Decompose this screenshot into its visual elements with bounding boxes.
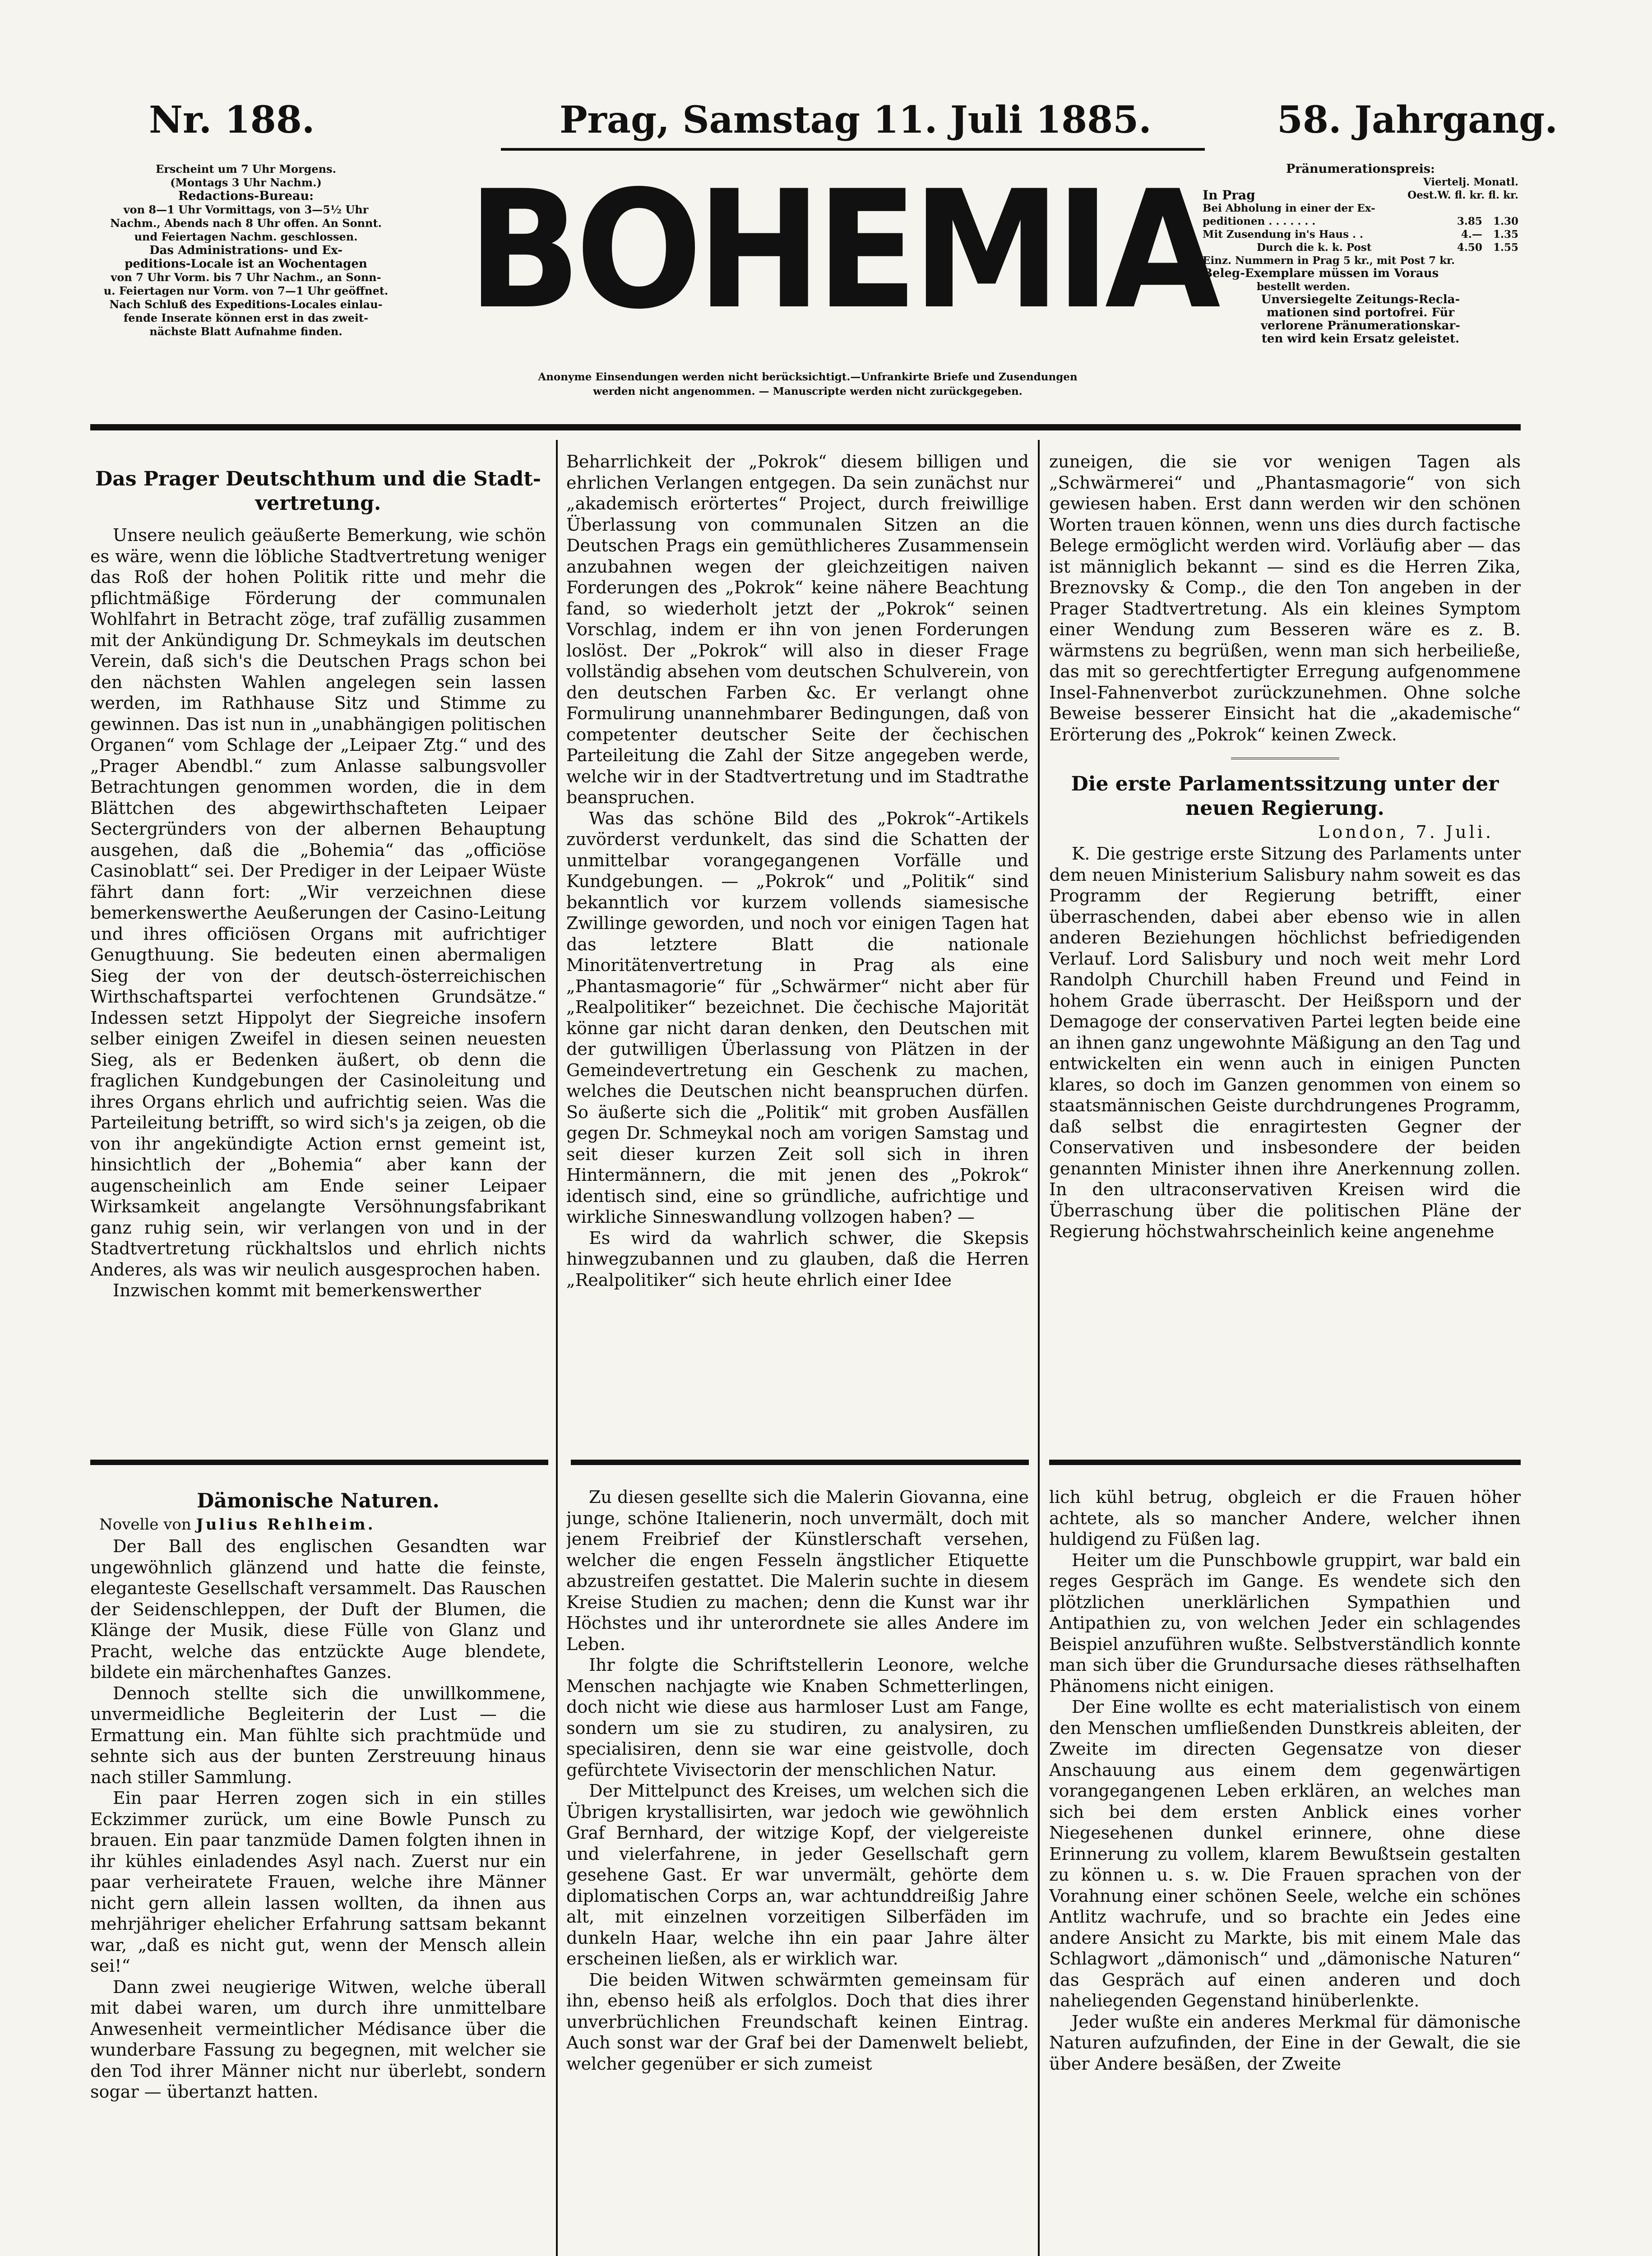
feuilleton-paragraph: Die beiden Witwen schwärmten gemeinsam für ihn, ebenso heiß als erfolglos. Doch that dies ihrer unverbrüchlichen Freundschaft keinen Eintrag. Auch sonst war der Graf bei der Damenwelt beliebt, welcher gegenüber er sich zumeist (566, 1969, 1029, 2074)
place-date: Prag, Samstag 11. Juli 1885. (560, 98, 1152, 142)
editorial-info (90, 162, 402, 338)
dateline: London, 7. Juli. (1318, 822, 1494, 842)
feuilleton-rule (90, 1460, 548, 1465)
info-line: Das Administrations- und Ex- (149, 244, 343, 257)
info-line: Nachm., Abends nach 8 Uhr offen. An Sonnt. (110, 217, 382, 230)
price-heading: Pränumerationspreis: (1286, 162, 1435, 176)
feuilleton-rule (571, 1460, 1029, 1465)
article-paragraph: zuneigen, die sie vor wenigen Tagen als „Schwärmerei“ und „Phantasmagorie“ von sich gewiesen haben. Erst dann werden wir den schönen Worten trauen können, wenn uns dies durch factische Belege ermöglicht werden wird. Vorläufig aber — das ist männiglich bekannt — sind es die Herren Zika, Breznovsky & Comp., die den Ton angeben in der Prager Stadtvertretung. Als ein kleines Symptom einer Wendung zum Besseren wäre es z. B. wärmstens zu begrüßen, wenn man sich herbeiließe, das mit so gerechtfertigter Erregung aufgenommene Insel-Fahnenverbot zurückzunehmen. Ohne solche Beweise besserer Einsicht hat die „akademische“ Erörterung des „Pokrok“ keinen Zweck. (1049, 452, 1521, 744)
feuilleton-paragraph: lich kühl betrug, obgleich er die Frauen höher achtete, als so mancher Andere, welcher ihnen huldigend zu Füßen lag. (1049, 1487, 1521, 1549)
feuilleton-title: Dämonische Naturen. (197, 1489, 440, 1512)
feuilleton-paragraph: Der Mittelpunct des Kreises, um welchen sich die Übrigen krystallisirten, war jedoch wie gewöhnlich Graf Bernhard, der witzige Kopf, der vielgereiste und vielerfahrene, in jeder Gesellschaft gern gesehene Gast. Er war unvermält, gehörte dem diplomatischen Corps an, war achtunddreißig Jahre alt, mit einzelnen vorzeitigen Silberfäden im dunkeln Haar, welche ihn ein paar Jahre älter erscheinen ließen, als er wirklich war. (566, 1781, 1029, 1969)
info-line: nächste Blatt Aufnahme finden. (149, 325, 342, 338)
submission-notice (429, 370, 1187, 399)
column-divider (556, 440, 558, 2256)
info-line: Erscheint um 7 Uhr Morgens. (155, 162, 336, 176)
notice-line: werden nicht angenommen. — Manuscripte werden nicht zurückgegeben. (593, 385, 1023, 398)
price-note: Unversiegelte Zeitungs-Recla- (1261, 293, 1460, 306)
masthead-title: BOHEMIA (467, 156, 1215, 345)
article-paragraph: Unsere neulich geäußerte Bemerkung, wie schön es wäre, wenn die löbliche Stadtvertretung weniger das Roß der hohen Politik ritte und mehr die pflichtmäßige Förderung der communalen Wohlfahrt in Betracht zöge, traf zufällig zusammen mit der Ankündigung Dr. Schmeykals im deutschen Verein, daß sich's die Deutschen Prags schon bei den nächsten Wahlen angelegen sein lassen werden, im Rathhause Sitz und Stimme zu gewinnen. Das ist nun in „unabhängigen politischen Organen“ vom Schlage der „Leipaer Ztg.“ und des „Prager Abendbl.“ zum Anlasse salbungsvoller Betrachtungen genommen worden, die in dem Blättchen des abgewirthschafteten Leipaer Sectergründers von der albernen Behauptung ausgehen, daß die „Bohemia“ das „officiöse Casinoblatt“ sei. Der Prediger in der Leipaer Wüste fährt dann fort: „Wir verzeichnen diese bemerkenswerthe Aeußerungen der Casino-Leitung und ihres officiösen Organs mit aufrichtiger Genugthuung. Sie bedeuten einen abermaligen Sieg der von der deutsch-österreichischen Wirthschaftspartei verfochtenen Grundsätze.“ Indessen setzt Hippolyt der Siegreiche insofern selber einigen Zweifel in diesen seinen neuesten Sieg, als er Bedenken äußert, ob denn die fraglichen Kundgebungen der Casinoleitung und ihres Organs ehrlich und aufrichtig seien. Was die Parteileitung betrifft, so wird sich's ja zeigen, ob die von ihr angekündigte Action ernst gemeint ist, hinsichtlich der „Bohemia“ aber kann der augenscheinlich am Ende seiner Leipaer Wirksamkeit angelangte Versöhnungsfabrikant ganz ruhig sein, wir verlangen von und in der Stadtvertretung rückhaltslos und ehrlich nichts Anderes, als was wir neulich ausgesprochen haben. (90, 525, 546, 1280)
price-row (1203, 202, 1518, 215)
article-paragraph: K. Die gestrige erste Sitzung des Parlaments unter dem neuen Ministerium Salisbury nahm soweit es das Programm der Regierung betrifft, einer überraschenden, dabei aber ebenso wie in allen anderen Beziehungen höchlichst befriedigenden Verlauf. Lord Salisbury und noch weit mehr Lord Randolph Churchill haben Freund und Feind in hohem Grade überrascht. Der Heißsporn und der Demagoge der conservativen Partei legten beide eine an ihnen ganz ungewohnte Mäßigung an den Tag und entwickelten ein wenn auch in einigen Puncten klares, so doch im Ganzen genommen von einem so staatsmännischen Geiste durchdrungenes Programm, daß selbst die enragirtesten Gegner der Conservativen und insbesondere der beiden genannten Minister ihnen ihre Anerkennung zollen. In den ultraconservativen Kreisen wird die Überraschung über die politischen Pläne der Regierung höchstwahrscheinlich keine angenehme (1049, 844, 1521, 1241)
price-label: Bei Abholung in einer der Ex- (1203, 202, 1375, 214)
feuilleton-paragraph: Der Ball des englischen Gesandten war ungewöhnlich glänzend und hatte die feinste, eleganteste Gesellschaft versammelt. Das Rauschen der Seidenschleppen, der Duft der Blumen, die Klänge der Musik, diese Fülle von Glanz und Pracht, welche das entzückte Auge blendete, bildete ein märchenhaftes Ganzes. (90, 1536, 546, 1682)
article-paragraph: Was das schöne Bild des „Pokrok“-Artikels zuvörderst verdunkelt, das sind die Schatten der unmittelbar vorangegangenen Vorfälle und Kundgebungen. — „Pokrok“ und „Politik“ sind bekanntlich vor kurzem vollends siamesische Zwillinge geworden, und noch vor einigen Tagen hat das letztere Blatt die nationale Minoritätenvertretung in Prag als eine „Phantasmagorie“ für „Schwärmer“ nicht aber für „Realpolitiker“ bezeichnet. Die čechische Majorität könne gar nicht daran denken, den Deutschen mit der gutwilligen Überlassung von Plätzen in der Gemeindevertretung ein Geschenk zu machen, welches die Deutschen nicht beanspruchen dürfen. So äußerte sich die „Politik“ mit groben Ausfällen gegen Dr. Schmeykal noch am vorigen Samstag und seit dieser kurzen Zeit soll sich in ihren Hintermännern, die mit jenen des „Pokrok“ identisch sind, eine so gründliche, aufrichtige und wirkliche Sinneswandlung vollzogen haben? — (566, 808, 1029, 1227)
header-rule (501, 148, 1205, 151)
price-month: 1.55 (1493, 241, 1518, 254)
article-paragraph: Es wird da wahrlich schwer, die Skepsis hinwegzubannen und zu glauben, daß die Herren „Realpolitiker“ sich heute ehrlich einer Idee (566, 1228, 1029, 1290)
info-line: von 8—1 Uhr Vormittags, von 3—5½ Uhr (123, 203, 369, 216)
feuilleton-byline: Novelle von Julius Rehlheim. (99, 1516, 375, 1534)
price-note: bestellt werden. (1257, 281, 1351, 293)
price-note: Einz. Nummern in Prag 5 kr., mit Post 7 kr. (1203, 254, 1455, 267)
article-title: Die erste Parlamentssitzung unter der neuen Regierung. (1071, 772, 1499, 820)
feuilleton-paragraph: Jeder wußte ein anderes Merkmal für dämonische Naturen aufzufinden, der Eine in der Gewalt, die sie über Andere besäßen, der Zweite (1049, 2011, 1521, 2074)
price-row (1203, 215, 1518, 228)
info-line: und Feiertagen Nachm. geschlossen. (134, 230, 358, 243)
issue-number: Nr. 188. (149, 98, 315, 142)
header-bottom-rule (90, 424, 1521, 430)
article-column-2 (566, 451, 1029, 1446)
feuilleton-paragraph: Dennoch stellte sich die unwillkommene, unvermeidliche Begleiterin der Lust — die Ermattung ein. Man fühlte sich prachtmüde und sehnte sich aus der bunten Zerstreuung hinaus nach stiller Sammlung. (90, 1683, 546, 1787)
notice-line: Anonyme Einsendungen werden nicht berücksichtigt.—Unfrankirte Briefe und Zusendungen (538, 371, 1078, 383)
feuilleton-column-3 (1049, 1487, 1521, 2256)
feuilleton-rule (1049, 1460, 1521, 1465)
column-divider (1038, 440, 1040, 2256)
info-line: Redactions-Bureau: (178, 190, 314, 203)
subscription-info (1203, 162, 1518, 346)
volume: 58. Jahrgang. (1277, 98, 1558, 142)
feuilleton-paragraph: Der Eine wollte es echt materialistisch von einem den Menschen umfließenden Dunstkreis ableiten, der Zweite im directen Gegensatze von dieser Anschauung aus einem dem gegenwärtigen vorangegangenen Leben erklären, an welches man sich bei dem ersten Anblick eines vorher Niegesehenen dunkel erinnere, ohne diese Erinnerung zu vollem, klarem Bewußtsein gestalten zu können u. s. w. Die Frauen sprachen von der Vorahnung einer schönen Seele, welche ein schönes Antlitz wachrufe, und so brachte ein Jedes eine andere Ansicht zu Markte, bis mit einem Male das Schlagwort „dämonisch“ und „dämonische Naturen“ das Gespräch auf einen anderen und doch naheliegenden Gegenstand hinüberlenkte. (1049, 1697, 1521, 2011)
price-row (1203, 228, 1518, 241)
info-line: Nach Schluß des Expeditions-Locales einlau- (109, 298, 383, 311)
article-paragraph: Inzwischen kommt mit bemerkenswerther (113, 1281, 481, 1300)
info-line: fende Inserate können erst in das zweit- (123, 311, 369, 324)
price-row (1203, 241, 1518, 254)
price-label: peditionen . . . . . . . (1203, 215, 1316, 227)
info-line: peditions-Locale ist an Wochentagen (125, 257, 367, 271)
price-quarter: 4.50 (1457, 241, 1482, 254)
price-quarter: 3.85 (1457, 215, 1482, 227)
price-month: 1.35 (1493, 228, 1518, 240)
price-month: 1.30 (1493, 215, 1518, 227)
price-note: mationen sind portofrei. Für (1266, 306, 1455, 319)
info-line: (Montags 3 Uhr Nachm.) (170, 176, 322, 189)
info-line: u. Feiertagen nur Vorm. von 7—1 Uhr geöffnet. (103, 284, 389, 297)
price-note: verlorene Pränumerationskar- (1261, 319, 1460, 333)
price-cols: Viertelj. Monatl. (1423, 176, 1518, 188)
feuilleton-column-1 (90, 1489, 546, 2256)
article-column-1 (90, 467, 546, 1446)
feuilleton-paragraph: Zu diesen gesellte sich die Malerin Giovanna, eine junge, schöne Italienerin, noch unvermält, doch mit jenem Freibrief der Künstlerschaft versehen, welcher die engen Fesseln ängstlicher Etiquette abzustreifen gestattet. Die Malerin suchte in diesem Kreise Studien zu machen; denn die Kunst war ihr Höchstes und ihr unterordnete sie alles Andere im Leben. (566, 1487, 1029, 1654)
price-note: ten wird kein Ersatz geleistet. (1261, 332, 1460, 346)
price-label: Durch die k. k. Post (1257, 241, 1372, 254)
price-city: In Prag (1203, 188, 1255, 203)
info-line: von 7 Uhr Vorm. bis 7 Uhr Nachm., an Sonn- (111, 271, 381, 284)
feuilleton-paragraph: Ihr folgte die Schriftstellerin Leonore, welche Menschen nachjagte wie Knaben Schmetterlingen, doch nicht wie diese aus harmloser Lust am Fange, sondern um sie zu studiren, zu analysiren, zu specialisiren, denn sie war eine geistvolle, doch gefürchtete Vivisectorin der menschlichen Natur. (566, 1655, 1029, 1780)
price-label: Mit Zusendung in's Haus . . (1203, 228, 1364, 240)
article-title: Das Prager Deutschthum und die Stadt- vertretung. (95, 467, 541, 515)
price-currency: Oest.W. fl. kr. fl. kr. (1407, 189, 1518, 201)
feuilleton-column-2 (566, 1487, 1029, 2256)
article-paragraph: Beharrlichkeit der „Pokrok“ diesem billigen und ehrlichen Verlangen entgegen. Da sein zunächst nur „akademisch erörtertes“ Project, durch freiwillige Überlassung von communalen Sitzen an die Deutschen Prags ein gemüthlicheres Zusammensein anzubahnen wegen der gleichzeitigen naiven Forderungen des „Pokrok“ keine nähere Beachtung fand, so wiederholt jetzt der „Pokrok“ seinen Vorschlag, indem er ihn von jenen Forderungen loslöst. Der „Pokrok“ will also in dieser Frage vollständig absehen vom deutschen Schulverein, von den deutschen Farben &c. Er verlangt ohne Formulirung unannehmbarer Bedingungen, daß von competenter deutscher Seite der čechischen Parteileitung die Zahl der Sitze angegeben werde, welche wir in der Stadtvertretung und im Stadtrathe beanspruchen. (566, 452, 1029, 807)
feuilleton-paragraph: Ein paar Herren zogen sich in ein stilles Eckzimmer zurück, um eine Bowle Punsch zu brauen. Ein paar tanzmüde Damen folgten ihnen in ihr kühles einladendes Asyl nach. Zuerst nur ein paar verheiratete Frauen, welche ihre Männer nicht gern allein lassen wollten, da ihnen aus mehrjähriger ehelicher Erfahrung sattsam bekannt war, „daß es nicht gut, wenn der Mensch allein sei!“ (90, 1788, 546, 1976)
section-separator (1231, 758, 1339, 763)
price-quarter: 4.— (1461, 228, 1482, 240)
feuilleton-paragraph: Dann zwei neugierige Witwen, welche überall mit dabei waren, um durch ihre unmittelbare Anwesenheit vermeintlicher Médisance über die wunderbare Fassung zu begegnen, mit welcher sie den Tod ihrer Männer nicht nur überlebt, sondern sogar — übertanzt hatten. (90, 1977, 546, 2102)
feuilleton-paragraph: Heiter um die Punschbowle gruppirt, war bald ein reges Gespräch im Gange. Es wendete sich den plötzlichen unerklärlichen Sympathien und Antipathien zu, von welchen Jeder ein schlagendes Beispiel anzuführen wußte. Selbstverständlich konnte man sich über die Grundursache dieses räthselhaften Phänomens nicht einigen. (1049, 1550, 1521, 1696)
article-column-3 (1049, 451, 1521, 1446)
price-note: Beleg-Exemplare müssen im Voraus (1203, 267, 1439, 280)
